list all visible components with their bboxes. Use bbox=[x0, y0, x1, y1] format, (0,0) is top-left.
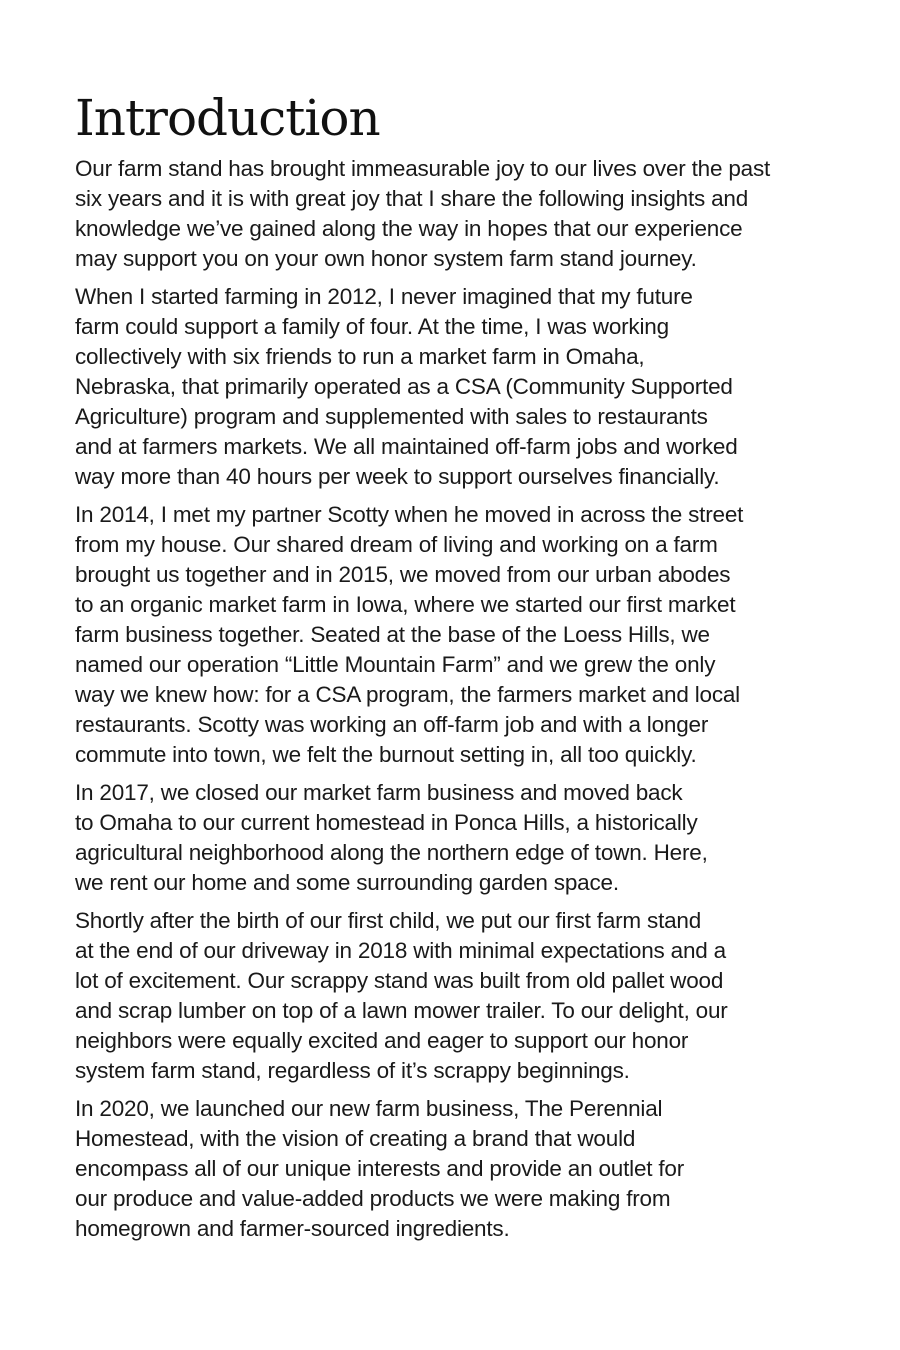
text-line: agricultural neighborhood along the northern edge of town. Here, bbox=[75, 840, 708, 865]
text-line: Our farm stand has brought immeasurable joy to our lives over the past bbox=[75, 156, 771, 181]
text-line: Nebraska, that primarily operated as a CSA (Community Supported bbox=[75, 374, 733, 399]
text-line: may support you on your own honor system farm stand journey. bbox=[75, 246, 697, 271]
text-line: farm business together. Seated at the base of the Loess Hills, we bbox=[75, 622, 710, 647]
text-line: commute into town, we felt the burnout setting in, all too quickly. bbox=[75, 742, 697, 767]
document-page bbox=[75, 88, 845, 1252]
text-line: we rent our home and some surrounding garden space. bbox=[75, 870, 619, 895]
text-line: lot of excitement. Our scrappy stand was built from old pallet wood bbox=[75, 968, 724, 993]
paragraph-2012 bbox=[75, 282, 845, 492]
text-line: brought us together and in 2015, we moved from our urban abodes bbox=[75, 562, 731, 587]
text-line: to Omaha to our current homestead in Ponca Hills, a historically bbox=[75, 810, 698, 835]
page-title: Introduction bbox=[75, 89, 380, 147]
text-line: named our operation “Little Mountain Farm” and we grew the only bbox=[75, 652, 716, 677]
text-line: system farm stand, regardless of it’s scrappy beginnings. bbox=[75, 1058, 630, 1083]
paragraph-2018 bbox=[75, 906, 845, 1086]
text-line: When I started farming in 2012, I never imagined that my future bbox=[75, 284, 693, 309]
text-line: encompass all of our unique interests and provide an outlet for bbox=[75, 1156, 685, 1181]
text-line: way more than 40 hours per week to support ourselves financially. bbox=[75, 464, 720, 489]
text-line: to an organic market farm in Iowa, where we started our first market bbox=[75, 592, 736, 617]
text-line: our produce and value-added products we were making from bbox=[75, 1186, 671, 1211]
text-line: farm could support a family of four. At the time, I was working bbox=[75, 314, 669, 339]
text-line: collectively with six friends to run a market farm in Omaha, bbox=[75, 344, 645, 369]
text-line: at the end of our driveway in 2018 with minimal expectations and a bbox=[75, 938, 726, 963]
text-line: Agriculture) program and supplemented with sales to restaurants bbox=[75, 404, 708, 429]
paragraph-2017 bbox=[75, 778, 845, 898]
text-line: In 2020, we launched our new farm business, The Perennial bbox=[75, 1096, 663, 1121]
text-line: and at farmers markets. We all maintained off-farm jobs and worked bbox=[75, 434, 738, 459]
text-line: homegrown and farmer-sourced ingredients. bbox=[75, 1216, 510, 1241]
paragraph-intro bbox=[75, 154, 845, 274]
text-line: six years and it is with great joy that I share the following insights and bbox=[75, 186, 749, 211]
text-line: knowledge we’ve gained along the way in hopes that our experience bbox=[75, 216, 743, 241]
text-line: restaurants. Scotty was working an off-farm job and with a longer bbox=[75, 712, 709, 737]
text-line: In 2014, I met my partner Scotty when he moved in across the street bbox=[75, 502, 744, 527]
text-line: Shortly after the birth of our first child, we put our first farm stand bbox=[75, 908, 702, 933]
paragraph-2014 bbox=[75, 500, 845, 770]
text-line: In 2017, we closed our market farm business and moved back bbox=[75, 780, 683, 805]
text-line: way we knew how: for a CSA program, the farmers market and local bbox=[75, 682, 740, 707]
text-line: neighbors were equally excited and eager to support our honor bbox=[75, 1028, 689, 1053]
text-line: and scrap lumber on top of a lawn mower trailer. To our delight, our bbox=[75, 998, 728, 1023]
paragraph-2020 bbox=[75, 1094, 845, 1244]
text-line: from my house. Our shared dream of living and working on a farm bbox=[75, 532, 718, 557]
text-line: Homestead, with the vision of creating a brand that would bbox=[75, 1126, 636, 1151]
